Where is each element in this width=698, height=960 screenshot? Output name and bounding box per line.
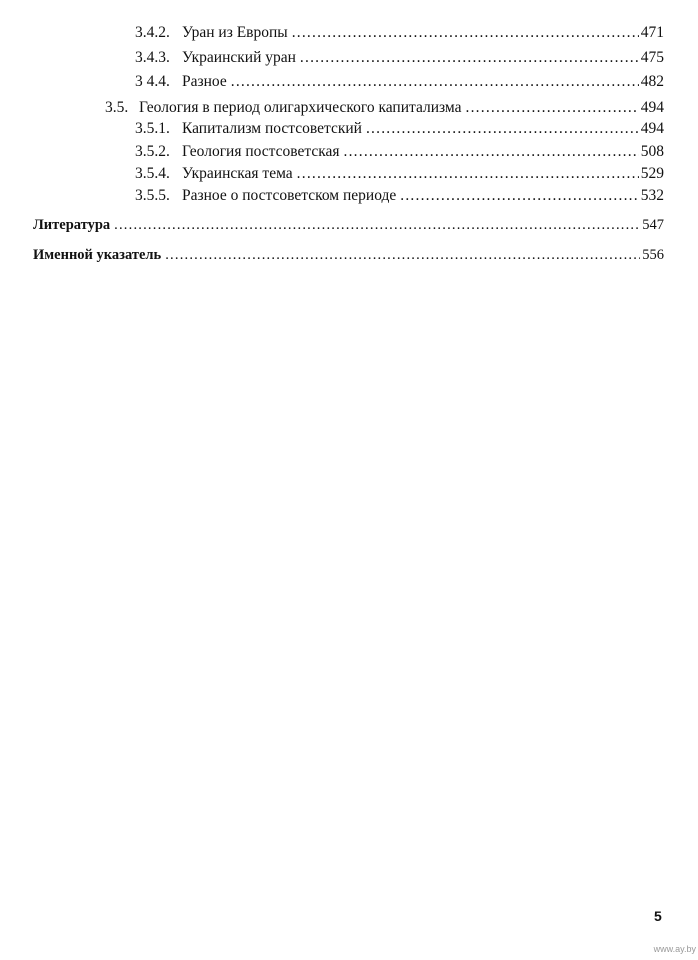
toc-entry-3-4-2 (135, 23, 664, 43)
toc-entry-3-5-4 (135, 164, 664, 184)
toc-entry-3-5-1 (135, 119, 664, 139)
toc-entry-number: 3.4.2. (135, 24, 170, 41)
toc-entry-number: 3 4.4. (135, 73, 170, 90)
toc-entry-page: 556 (642, 247, 664, 263)
toc-entry-number: 3.5.5. (135, 187, 170, 204)
toc-entry-3-4-3 (135, 48, 664, 68)
toc-entry-literature (33, 215, 664, 235)
toc-entry-number: 3.4.3. (135, 49, 170, 66)
watermark: www.ay.by (653, 944, 696, 954)
toc-entry-number: 3.5.1. (135, 120, 170, 137)
toc-entry-page: 547 (642, 217, 664, 233)
toc-entry-page: 494 (640, 120, 664, 137)
toc-entry-page: 508 (640, 143, 664, 160)
toc-entry-title: Именной указатель (33, 247, 162, 263)
dot-leader (400, 186, 638, 206)
toc-entry-page: 471 (640, 24, 664, 41)
toc-entry-page: 482 (640, 73, 664, 90)
page-number: 5 (654, 908, 662, 924)
toc-entry-number: 3.5.2. (135, 143, 170, 160)
toc-entry-page: 529 (640, 165, 664, 182)
toc-entry-title: Разное (182, 73, 227, 90)
toc-entry-3-5-2 (135, 142, 664, 162)
dot-leader (366, 119, 639, 139)
toc-entry-3-5 (105, 98, 664, 118)
toc-entry-title: Геология постсоветская (182, 143, 340, 160)
dot-leader (297, 164, 639, 184)
dot-leader (231, 72, 639, 92)
toc-entry-title: Литература (33, 217, 111, 233)
dot-leader (344, 142, 639, 162)
toc-entry-3-5-5 (135, 186, 664, 206)
toc-entry-number: 3.5. (105, 99, 129, 116)
toc-entry-3-4-4 (135, 72, 664, 92)
dot-leader (300, 48, 639, 68)
dot-leader (466, 98, 639, 118)
toc-entry-number: 3.5.4. (135, 165, 170, 182)
toc-entry-title: Украинская тема (182, 165, 293, 182)
toc-entry-name-index (33, 245, 664, 265)
toc-entry-title: Геология в период олигархического капитализма (139, 99, 462, 116)
dot-leader (165, 245, 640, 265)
dot-leader (292, 23, 639, 43)
toc-entry-page: 532 (640, 187, 664, 204)
toc-entry-title: Разное о постсоветском периоде (182, 187, 397, 204)
toc-entry-title: Украинский уран (182, 49, 296, 66)
toc-entry-title: Уран из Европы (182, 24, 288, 41)
toc-entry-title: Капитализм постсоветский (182, 120, 362, 137)
dot-leader (114, 215, 640, 235)
toc-entry-page: 494 (640, 99, 664, 116)
toc-entry-page: 475 (640, 49, 664, 66)
